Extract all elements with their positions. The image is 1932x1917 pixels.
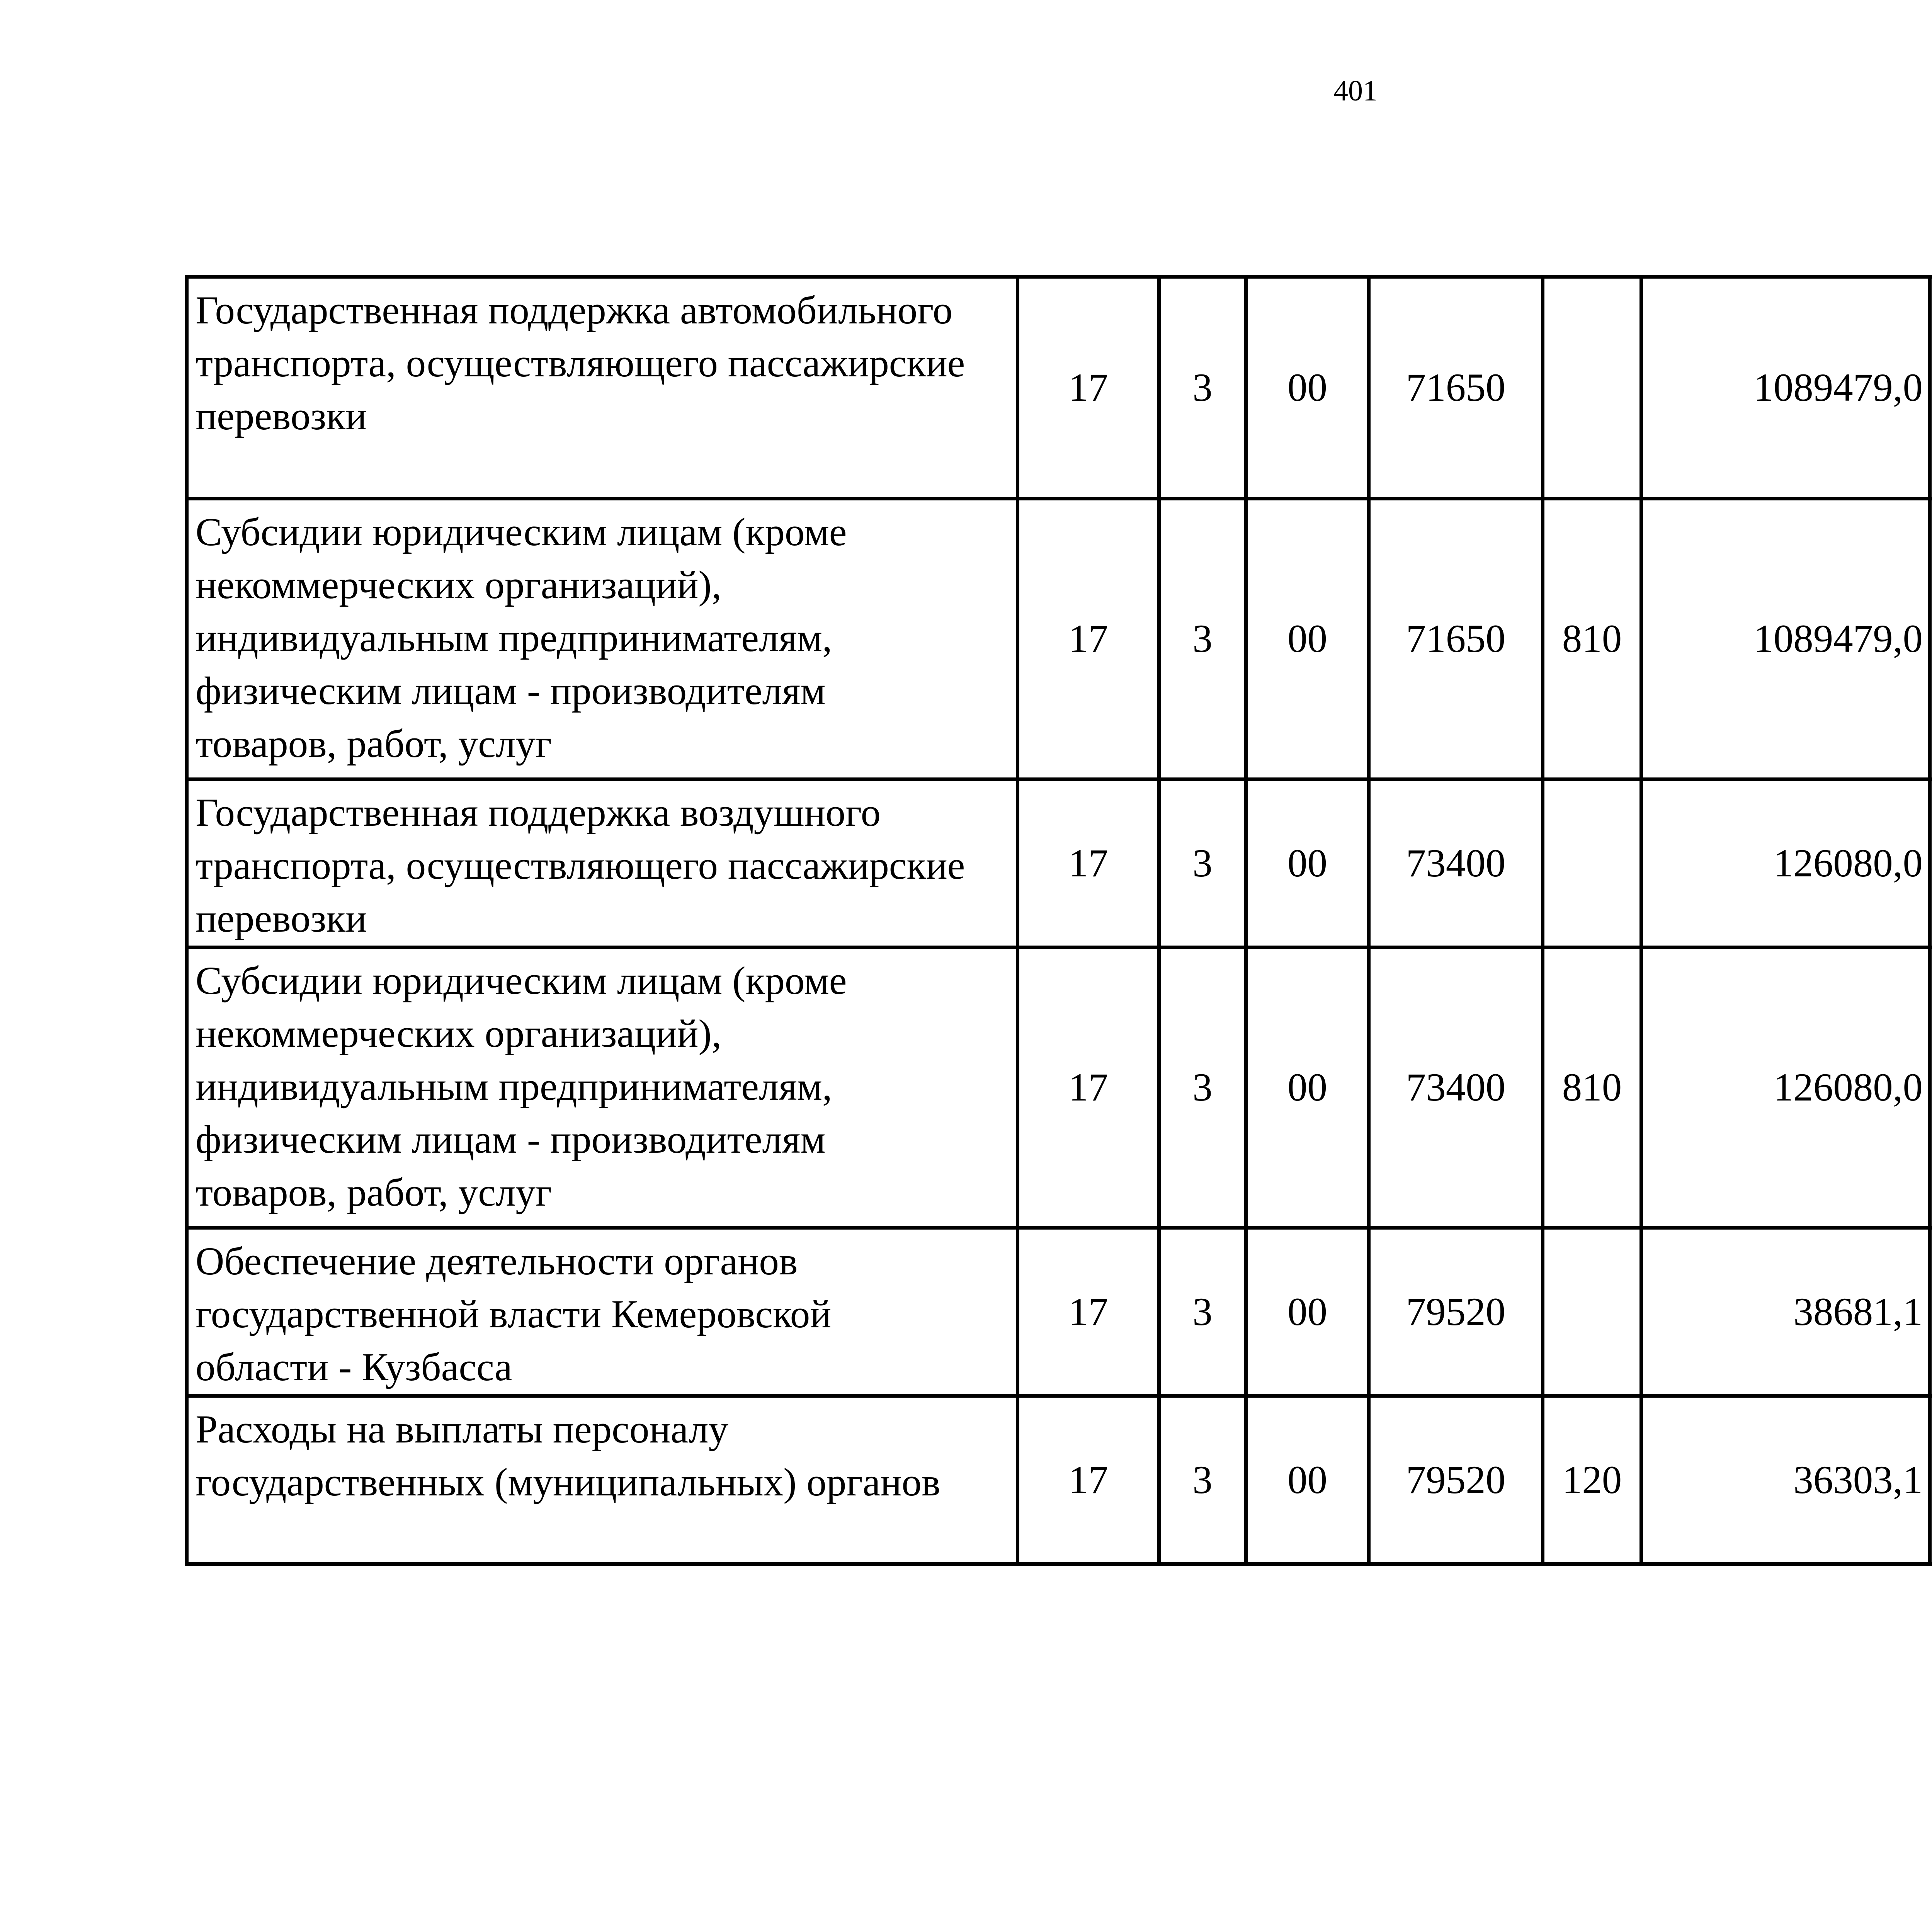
expense-name-line: перевозки (196, 394, 367, 438)
table-row (187, 779, 1932, 947)
amount-cell-2 (1930, 499, 1932, 779)
amount-cell-2 (1930, 1396, 1932, 1564)
expense-name-line: Расходы на выплаты персоналу (196, 1407, 728, 1451)
expense-name-cell (187, 499, 1018, 779)
code-cell-5 (1543, 779, 1641, 947)
amount-cell-1: 38681,1 (1641, 1228, 1930, 1396)
expense-name-line: Субсидии юридическим лицам (кроме (196, 959, 847, 1003)
code-cell-4: 71650 (1369, 499, 1543, 779)
expense-name-line: физическим лицам - производителям (196, 1118, 826, 1162)
code-cell-4: 73400 (1369, 779, 1543, 947)
code-cell-2: 3 (1159, 947, 1246, 1228)
expense-name-line: области - Кузбасса (196, 1345, 512, 1389)
code-cell-2: 3 (1159, 1396, 1246, 1564)
amount-cell-1: 1089479,0 (1641, 277, 1930, 499)
expense-name-cell (187, 277, 1018, 499)
code-cell-3: 00 (1246, 499, 1369, 779)
amount-cell-1: 36303,1 (1641, 1396, 1930, 1564)
amount-cell-1: 126080,0 (1641, 779, 1930, 947)
code-cell-1: 17 (1018, 1396, 1159, 1564)
amount-cell-1: 1089479,0 (1641, 499, 1930, 779)
expense-name-cell (187, 779, 1018, 947)
code-cell-1: 17 (1018, 947, 1159, 1228)
expense-name-line: физическим лицам - производителям (196, 669, 826, 713)
code-cell-5: 810 (1543, 499, 1641, 779)
table-row (187, 1228, 1932, 1396)
code-cell-2: 3 (1159, 1228, 1246, 1396)
expense-name-line: транспорта, осуществляющего пассажирские (196, 844, 965, 888)
expense-name-line: государственной власти Кемеровской (196, 1292, 832, 1336)
expense-name-line: товаров, работ, услуг (196, 1170, 552, 1214)
expense-name-line: индивидуальным предпринимателям, (196, 616, 832, 660)
code-cell-2: 3 (1159, 277, 1246, 499)
code-cell-1: 17 (1018, 779, 1159, 947)
code-cell-5 (1543, 277, 1641, 499)
expense-name-line: некоммерческих организаций), (196, 1012, 722, 1056)
expense-name-cell (187, 1228, 1018, 1396)
expense-name-line: Субсидии юридическим лицам (кроме (196, 510, 847, 554)
code-cell-5: 120 (1543, 1396, 1641, 1564)
table-row (187, 1396, 1932, 1564)
amount-cell-2 (1930, 779, 1932, 947)
expense-name-line: некоммерческих организаций), (196, 563, 722, 607)
budget-table (185, 275, 1932, 1566)
code-cell-4: 79520 (1369, 1228, 1543, 1396)
expense-name-line: Обеспечение деятельности органов (196, 1239, 798, 1283)
amount-cell-2 (1930, 277, 1932, 499)
table-row (187, 499, 1932, 779)
amount-cell-2 (1930, 947, 1932, 1228)
code-cell-4: 71650 (1369, 277, 1543, 499)
code-cell-4: 73400 (1369, 947, 1543, 1228)
code-cell-3: 00 (1246, 277, 1369, 499)
code-cell-3: 00 (1246, 779, 1369, 947)
table-row (187, 277, 1932, 499)
code-cell-4: 79520 (1369, 1396, 1543, 1564)
code-cell-3: 00 (1246, 1396, 1369, 1564)
expense-name-line: индивидуальным предпринимателям, (196, 1065, 832, 1109)
code-cell-5: 810 (1543, 947, 1641, 1228)
expense-name-line: государственных (муниципальных) органов (196, 1460, 940, 1504)
expense-name-line: транспорта, осуществляющего пассажирские (196, 341, 965, 385)
amount-cell-2 (1930, 1228, 1932, 1396)
code-cell-1: 17 (1018, 277, 1159, 499)
code-cell-2: 3 (1159, 779, 1246, 947)
expense-name-cell (187, 947, 1018, 1228)
code-cell-1: 17 (1018, 1228, 1159, 1396)
code-cell-2: 3 (1159, 499, 1246, 779)
expense-name-line: Государственная поддержка воздушного (196, 791, 881, 835)
expense-name-line: Государственная поддержка автомобильного (196, 288, 953, 332)
code-cell-3: 00 (1246, 947, 1369, 1228)
expense-name-line: товаров, работ, услуг (196, 722, 552, 766)
expense-name-cell (187, 1396, 1018, 1564)
code-cell-5 (1543, 1228, 1641, 1396)
expense-name-line: перевозки (196, 896, 367, 941)
table-row (187, 947, 1932, 1228)
page-number: 401 (1333, 75, 1378, 107)
code-cell-1: 17 (1018, 499, 1159, 779)
amount-cell-1: 126080,0 (1641, 947, 1930, 1228)
code-cell-3: 00 (1246, 1228, 1369, 1396)
